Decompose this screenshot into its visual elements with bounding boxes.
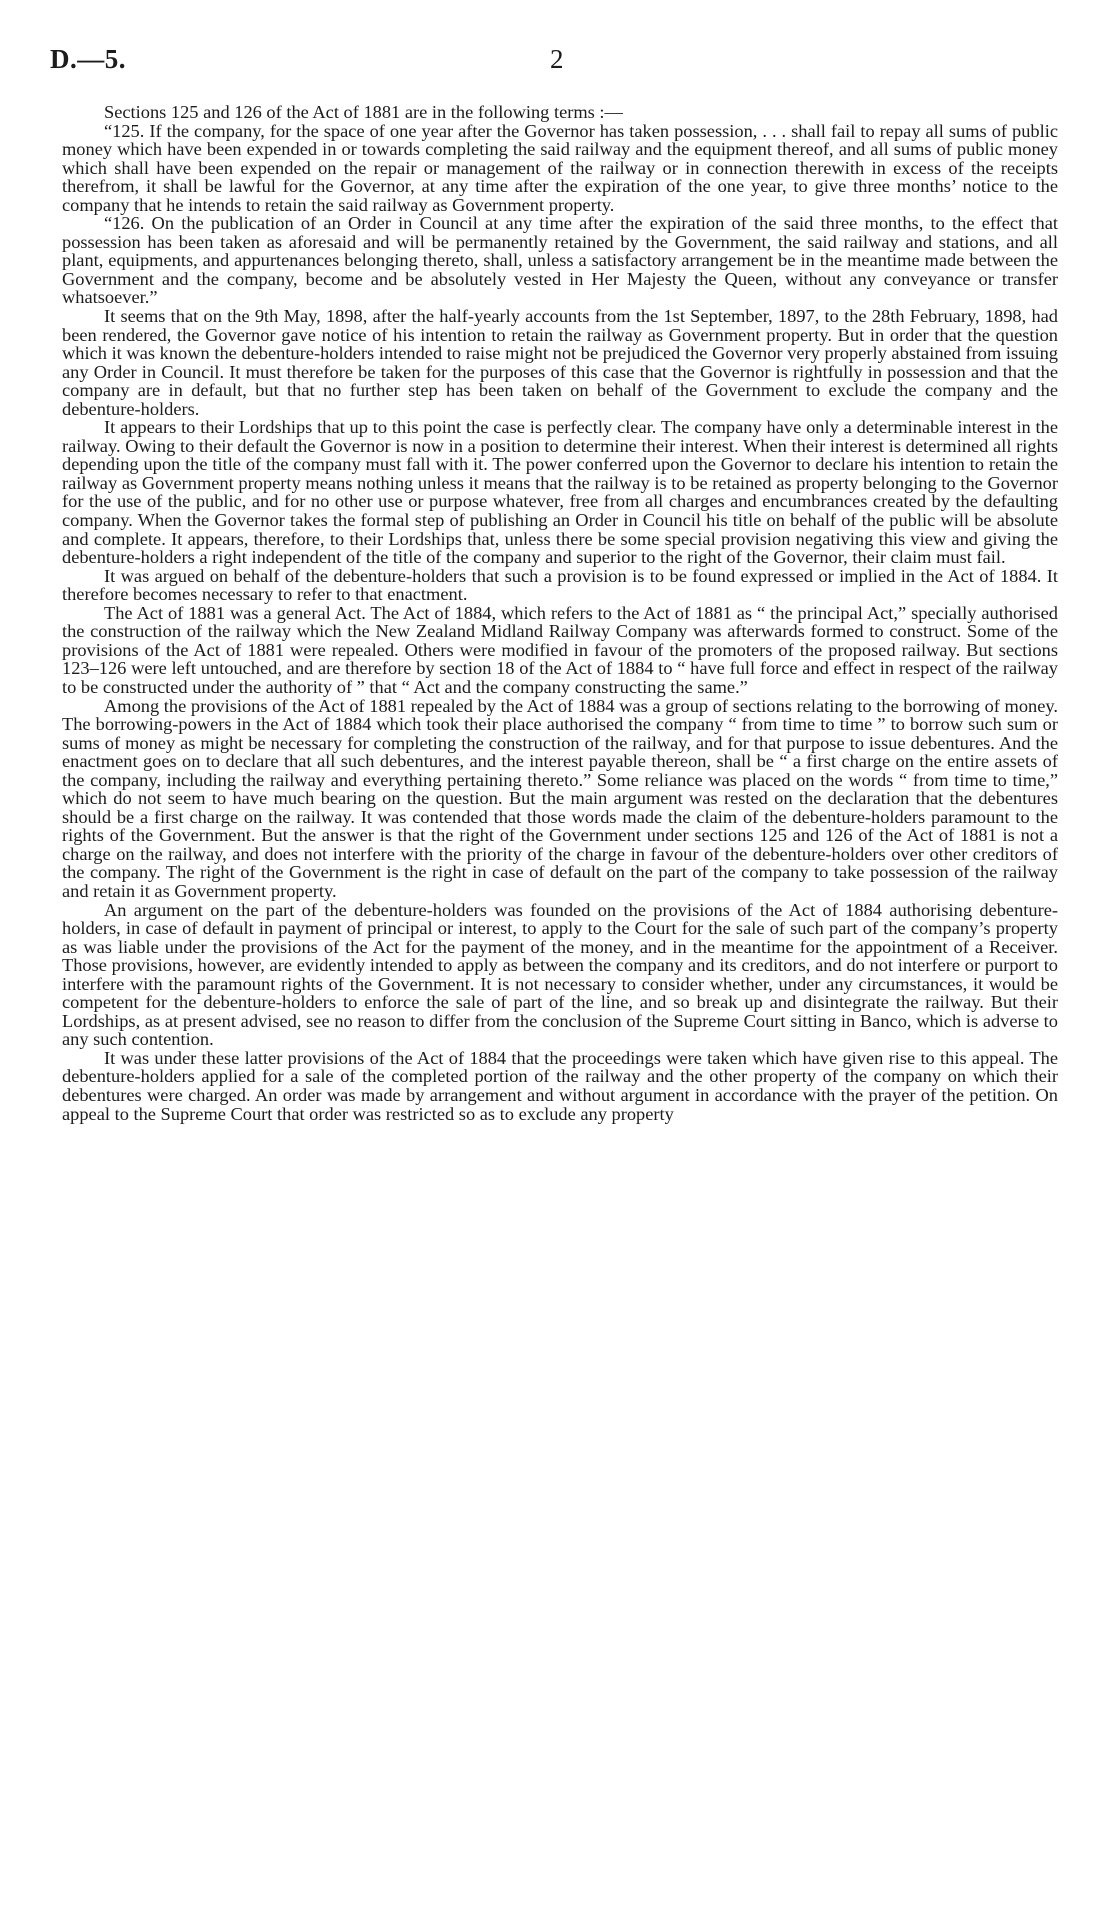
- paragraph: It was argued on behalf of the debenture-holders that such a provision is to be found expressed or implied in the Act of 1884. It therefore becomes necessary to refer to that enactment.: [62, 565, 1058, 605]
- page-number: 2: [550, 44, 564, 74]
- paragraph: It seems that on the 9th May, 1898, after the half-yearly accounts from the 1st September, 1897, to the 28th February, 1898, had been rendered, the Governor gave notice of his intention to retain the railway as Government property. But in order that the question which it was known the debenture-holders intended to raise might not be prejudiced the Governor very properly abstained from issuing any Order in Council. It must therefore be taken for the purposes of this case that the Governor is rightfully in possession and that the company are in default, but that no further step has been taken on behalf of the Government to exclude the company and the debenture-holders.: [62, 306, 1058, 419]
- paragraph: An argument on the part of the debenture-holders was founded on the provisions of the Act of 1884 authorising debenture-holders, in case of default in payment of principal or interest, to apply to the Court for the sale of such part of the company’s property as was liable under the provisions of the Act for the payment of the money, and in the meantime for the appointment of a Receiver. Those provisions, however, are evidently intended to apply as between the company and its creditors, and do not interfere or purport to interfere with the paramount rights of the Government. It is not necessary to consider whether, under any circumstances, it would be competent for the debenture-holders to enforce the sale of part of the line, and so break up and disintegrate the railway. But their Lordships, as at present advised, see no reason to differ from the conclusion of the Supreme Court sitting in Banco, which is adverse to any such contention.: [62, 899, 1058, 1050]
- body-text: [62, 103, 1058, 1123]
- document-reference: D.—5.: [50, 44, 126, 74]
- paragraph-intro: Sections 125 and 126 of the Act of 1881 are in the following terms :—: [104, 102, 623, 122]
- paragraph-section-125: “125. If the company, for the space of one year after the Governor has taken possession, . . . shall fail to repay all sums of public money which have been expended in or towards completing the said railway and the equipment thereof, and all sums of public money which shall have been expended on the repair or management of the railway or in connection therewith in excess of the receipts therefrom, it shall be lawful for the Governor, at any time after the expiration of the one year, to give three months’ notice to the company that he intends to retain the said railway as Government property.: [62, 120, 1058, 215]
- paragraph: Among the provisions of the Act of 1881 repealed by the Act of 1884 was a group of sections relating to the borrowing of money. The borrowing-powers in the Act of 1884 which took their place authorised the company “ from time to time ” to borrow such sum or sums of money as might be necessary for completing the construction of the railway, and for that purpose to issue debentures. And the enactment goes on to declare that all such debentures, and the interest payable thereon, shall be “ a first charge on the entire assets of the company, including the railway and everything pertaining thereto.” Some reliance was placed on the words “ from time to time,” which do not seem to have much bearing on the question. But the main argument was rested on the declaration that the debentures should be a first charge on the railway. It was contended that those words made the claim of the debenture-holders paramount to the rights of the Government. But the answer is that the right of the Government under sections 125 and 126 of the Act of 1881 is not a charge on the railway, and does not interfere with the priority of the charge in favour of the debenture-holders over other creditors of the company. The right of the Government is the right in case of default on the part of the company to take possession of the railway and retain it as Government property.: [62, 695, 1058, 901]
- paragraph: The Act of 1881 was a general Act. The Act of 1884, which refers to the Act of 1881 as “ the principal Act,” specially authorised the construction of the railway which the New Zealand Midland Railway Company was afterwards formed to construct. Some of the provisions of the Act of 1881 were repealed. Others were modified in favour of the promoters of the proposed railway. But sections 123–126 were left untouched, and are therefore by section 18 of the Act of 1884 to “ have full force and effect in respect of the railway to be constructed under the authority of ” that “ Act and the company constructing the same.”: [62, 602, 1058, 697]
- paragraph-section-126: “126. On the publication of an Order in Council at any time after the expiration of the said three months, to the effect that possession has been taken as aforesaid and will be permanently retained by the Government, the said railway and stations, and all plant, equipments, and appurtenances belonging thereto, shall, unless a satisfactory arrangement be in the meantime made between the Government and the company, become and be absolutely vested in Her Majesty the Queen, without any conveyance or transfer whatsoever.”: [62, 213, 1058, 308]
- page-header: [48, 44, 1066, 84]
- paragraph: It was under these latter provisions of the Act of 1884 that the proceedings were taken which have given rise to this appeal. The debenture-holders applied for a sale of the completed portion of the railway and the other property of the company on which their debentures were charged. An order was made by arrangement and without argument in accordance with the prayer of the petition. On appeal to the Supreme Court that order was restricted so as to exclude any property: [62, 1047, 1058, 1124]
- paragraph: It appears to their Lordships that up to this point the case is perfectly clear. The company have only a determinable interest in the railway. Owing to their default the Governor is now in a position to determine their interest. When their interest is determined all rights depending upon the title of the company must fall with it. The power conferred upon the Governor to declare his intention to retain the railway as Government property means nothing unless it means that the railway is to be retained as property belonging to the Governor for the use of the public, and for no other use or purpose whatever, free from all charges and encumbrances created by the defaulting company. When the Governor takes the formal step of publishing an Order in Council his title on behalf of the public will be absolute and complete. It appears, therefore, to their Lordships that, unless there be some special provision negativing this view and giving the debenture-holders a right independent of the title of the company and superior to the right of the Governor, their claim must fail.: [62, 417, 1058, 568]
